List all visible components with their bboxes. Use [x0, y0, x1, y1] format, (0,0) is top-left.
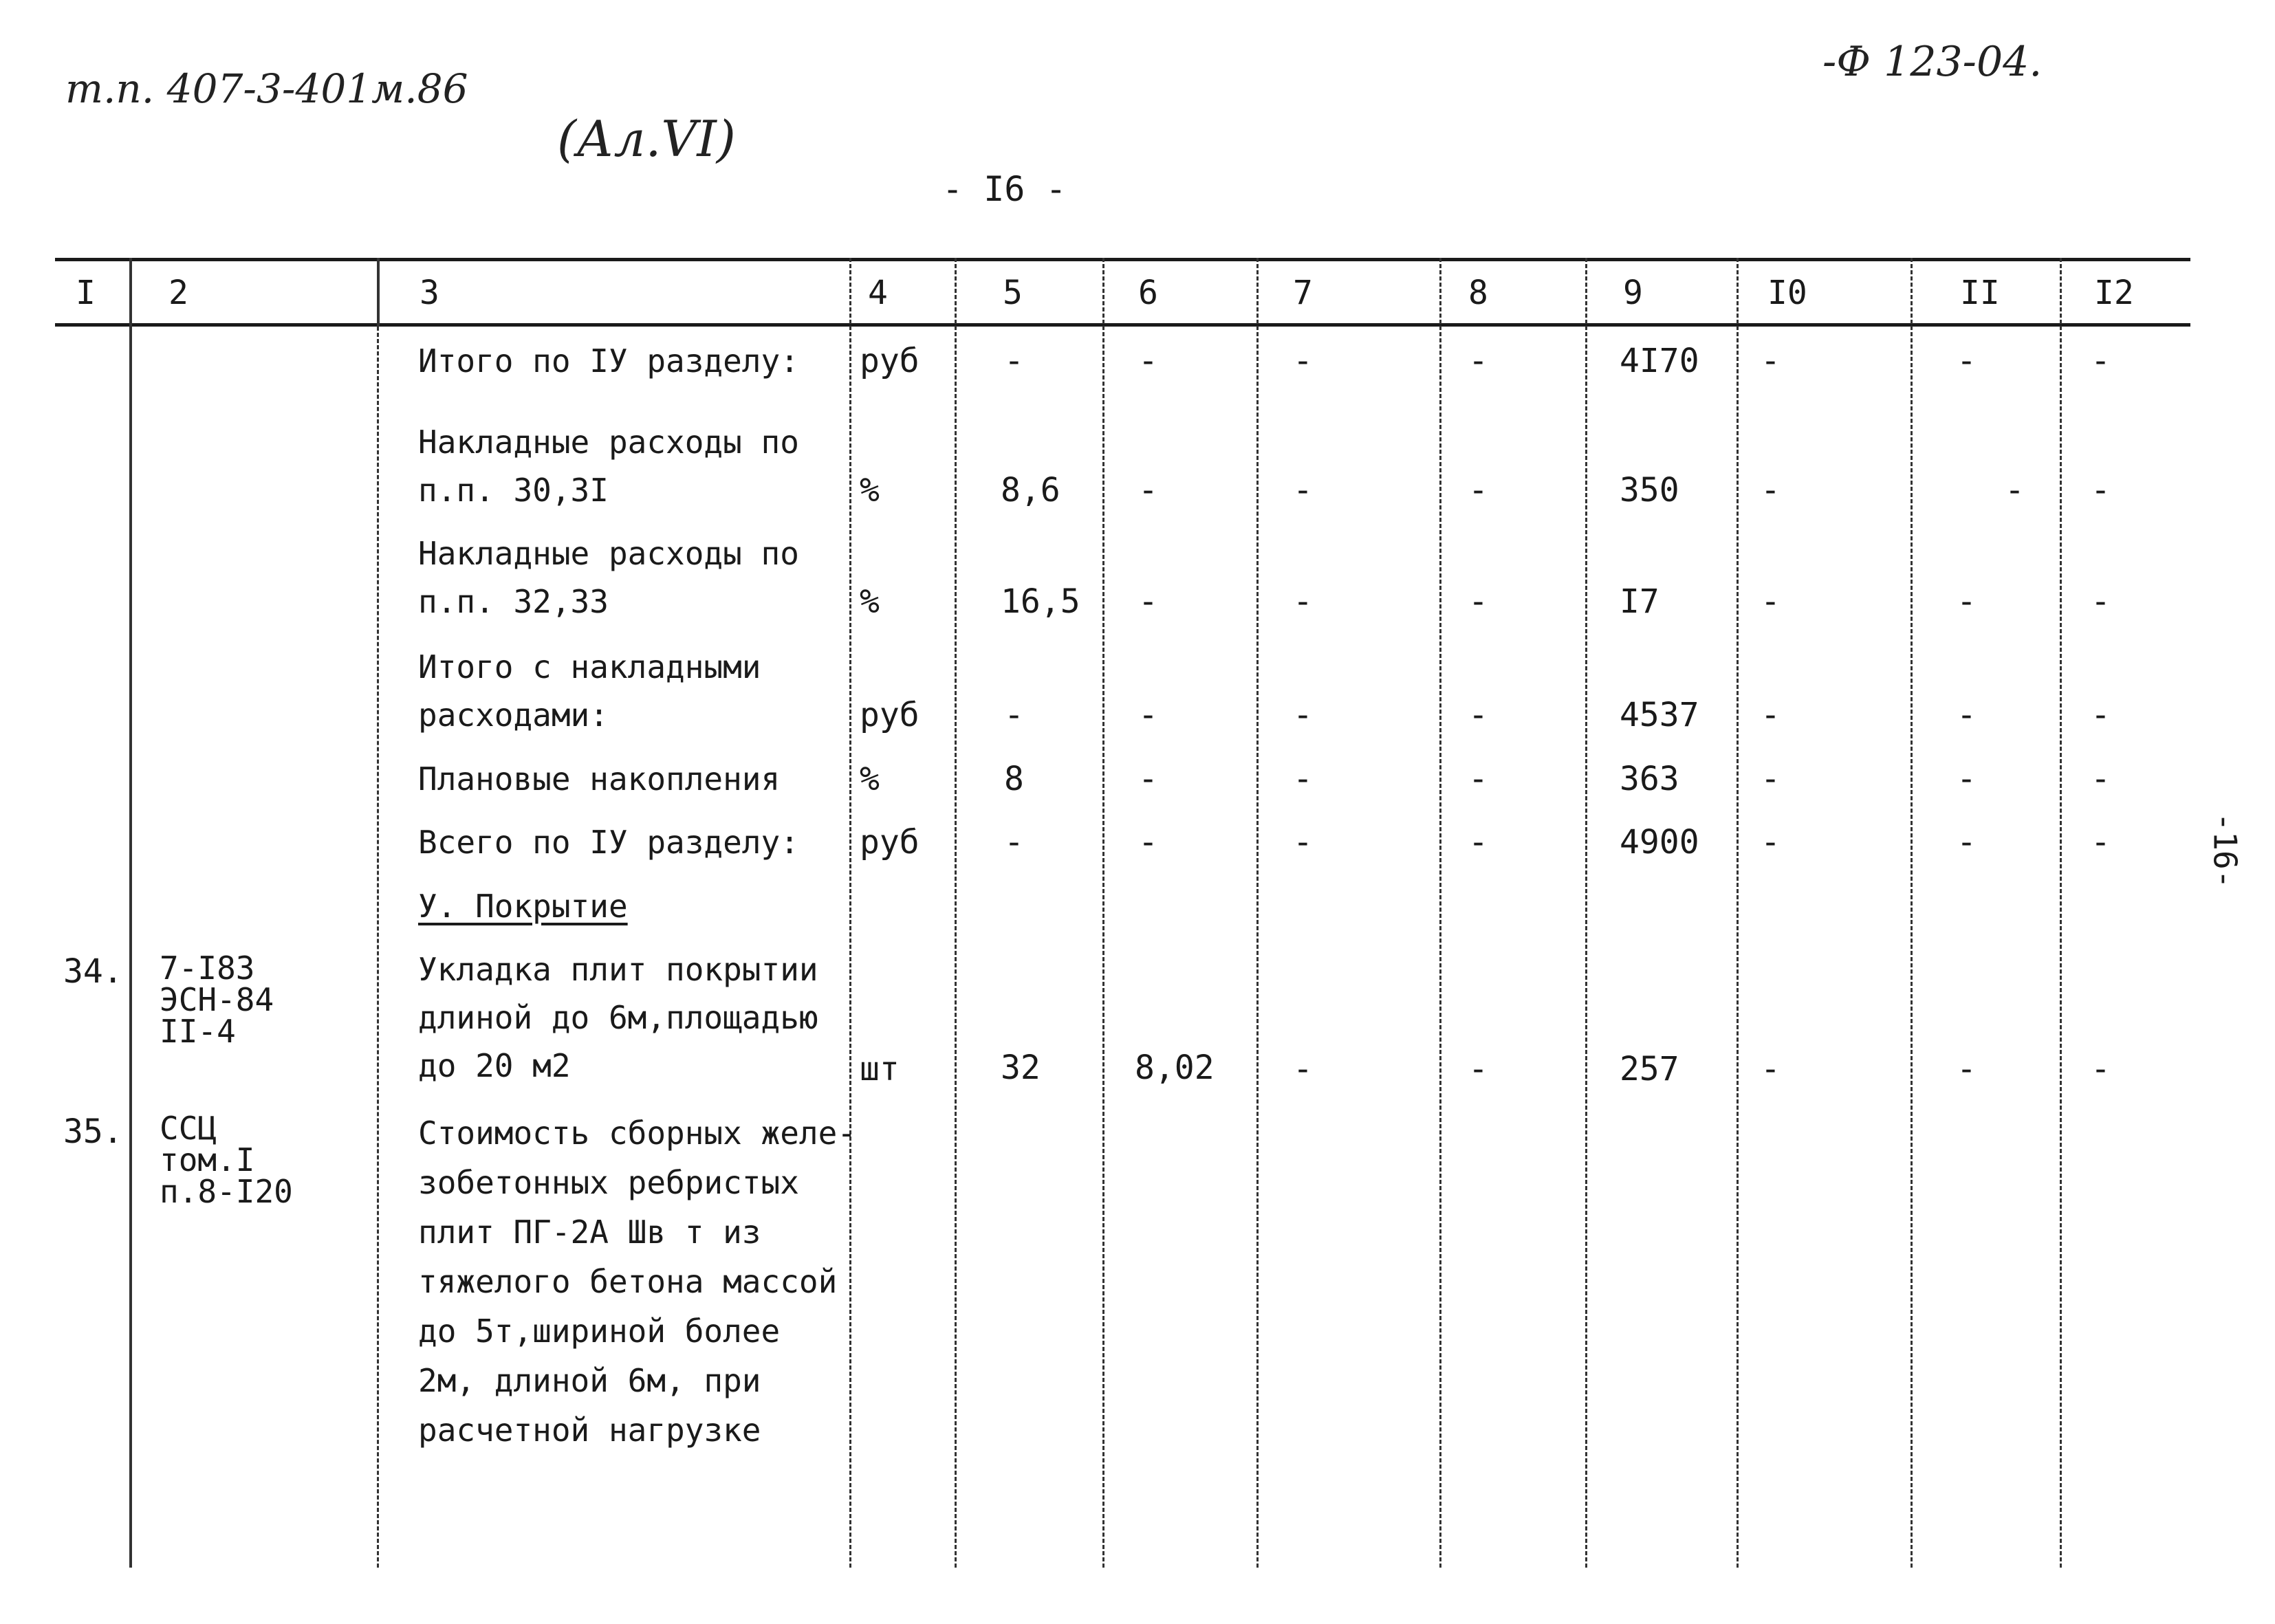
cell-col9: I7	[1620, 582, 1659, 621]
cell-col9: 363	[1620, 760, 1679, 798]
row-description: Итого по IУ разделу:	[418, 342, 799, 380]
cell-col7: -	[1293, 471, 1313, 509]
section-heading: У. Покрытие	[418, 888, 628, 925]
registry-code: -Ф 123-04.	[1822, 38, 2043, 86]
column-divider	[1585, 258, 1587, 1568]
cell-col8: -	[1468, 342, 1488, 380]
cell-col6: -	[1138, 471, 1158, 509]
cell-col11: -	[1957, 1050, 1977, 1088]
cell-col7: -	[1293, 582, 1313, 621]
cell-col5: -	[1004, 696, 1024, 734]
column-header: II	[1960, 274, 2000, 312]
cell-col11: -	[2005, 471, 2025, 509]
cell-col5: 32	[1001, 1049, 1041, 1087]
column-header: 4	[868, 274, 888, 312]
row-description: Накладные расходы по п.п. 30,3I	[418, 424, 799, 509]
column-header: 2	[168, 274, 188, 312]
cell-col6: -	[1138, 760, 1158, 798]
cell-col8: -	[1468, 696, 1488, 734]
cell-unit: руб	[860, 696, 919, 734]
column-header: I0	[1767, 274, 1807, 312]
column-header: 6	[1138, 274, 1158, 312]
row-description: Всего по IУ разделу:	[418, 824, 799, 861]
cell-col9: 4I70	[1620, 342, 1699, 380]
project-code: т.п. 407-3-401м.86	[65, 65, 468, 112]
row-description: Итого с накладными расходами:	[418, 648, 761, 734]
row-description: Плановые накопления	[418, 760, 781, 798]
cell-col12: -	[2091, 471, 2111, 509]
album-note: (Ал.VI)	[557, 110, 736, 168]
cell-col12: -	[2091, 582, 2111, 621]
table-top-rule	[55, 258, 2190, 261]
cell-col9: 350	[1620, 471, 1679, 509]
cell-col6: -	[1138, 582, 1158, 621]
cell-unit: %	[860, 471, 880, 509]
cell-col10: -	[1761, 1050, 1781, 1088]
column-header: 9	[1623, 274, 1643, 312]
row-description: Накладные расходы по п.п. 32,33	[418, 535, 799, 620]
column-divider	[2060, 258, 2062, 1568]
column-divider	[377, 258, 380, 327]
cell-col8: -	[1468, 582, 1488, 621]
column-divider	[129, 258, 132, 1568]
cell-col7: -	[1293, 823, 1313, 862]
row-code: 7-I83 ЭСН-84 II-4	[160, 950, 274, 1050]
cell-unit: %	[860, 760, 880, 798]
row-number: 35.	[63, 1112, 123, 1151]
cell-col12: -	[2091, 760, 2111, 798]
cell-col7: -	[1293, 760, 1313, 798]
cell-col10: -	[1761, 582, 1781, 621]
column-header: 7	[1293, 274, 1313, 312]
cell-col5: 8	[1004, 760, 1024, 798]
cell-col5: 16,5	[1001, 582, 1080, 621]
row-number: 34.	[63, 952, 123, 991]
column-divider	[955, 258, 957, 1568]
column-header: 3	[420, 274, 439, 312]
column-header: 5	[1003, 274, 1023, 312]
cell-col11: -	[1957, 760, 1977, 798]
cell-col8: -	[1468, 823, 1488, 862]
column-divider	[1102, 258, 1104, 1568]
page-number: - I6 -	[942, 169, 1067, 209]
table-header-rule	[55, 323, 2190, 327]
cell-col6: -	[1138, 696, 1158, 734]
cell-unit: руб	[860, 342, 919, 380]
cell-col10: -	[1761, 471, 1781, 509]
cell-col12: -	[2091, 823, 2111, 862]
cell-unit: руб	[860, 823, 919, 862]
row-description: Стоимость сборных желе- зобетонных ребристых плит ПГ-2А Шв т из тяжелого бетона массой до 5т,шириной более 2м, длиной 6м, при расчетной нагрузке	[418, 1115, 856, 1449]
cell-col6: 8,02	[1135, 1049, 1215, 1087]
cell-col11: -	[1957, 823, 1977, 862]
cell-col6: -	[1138, 823, 1158, 862]
column-header: I2	[2094, 274, 2134, 312]
cell-col12: -	[2091, 1050, 2111, 1088]
cell-col5: -	[1004, 342, 1024, 380]
column-divider	[1911, 258, 1913, 1568]
cell-col7: -	[1293, 696, 1313, 734]
cell-col11: -	[1957, 582, 1977, 621]
cell-col8: -	[1468, 760, 1488, 798]
cell-col11: -	[1957, 696, 1977, 734]
cell-col10: -	[1761, 696, 1781, 734]
cell-col12: -	[2091, 342, 2111, 380]
row-code: ССЦ том.I п.8-I20	[160, 1110, 293, 1210]
cell-col10: -	[1761, 760, 1781, 798]
cell-col5: -	[1004, 823, 1024, 862]
cell-col6: -	[1138, 342, 1158, 380]
cell-col12: -	[2091, 696, 2111, 734]
column-divider	[1737, 258, 1739, 1568]
cell-col8: -	[1468, 471, 1488, 509]
column-divider	[1256, 258, 1259, 1568]
side-page-number: -16-	[2206, 812, 2244, 889]
cell-col10: -	[1761, 342, 1781, 380]
cell-col9: 4900	[1620, 823, 1699, 862]
cell-unit: %	[860, 582, 880, 621]
column-header: 8	[1468, 274, 1488, 312]
cell-col9: 4537	[1620, 696, 1699, 734]
cell-col11: -	[1957, 342, 1977, 380]
column-header: I	[76, 274, 96, 312]
column-divider	[1439, 258, 1441, 1568]
cell-col7: -	[1293, 1050, 1313, 1088]
cell-col8: -	[1468, 1050, 1488, 1088]
cell-col10: -	[1761, 823, 1781, 862]
column-divider	[377, 327, 379, 1568]
cell-col5: 8,6	[1001, 471, 1060, 509]
cell-col7: -	[1293, 342, 1313, 380]
cell-col9: 257	[1620, 1050, 1679, 1088]
cell-unit: шт	[860, 1050, 900, 1088]
row-description: Укладка плит покрытии длиной до 6м,площадью до 20 м2	[418, 951, 818, 1084]
